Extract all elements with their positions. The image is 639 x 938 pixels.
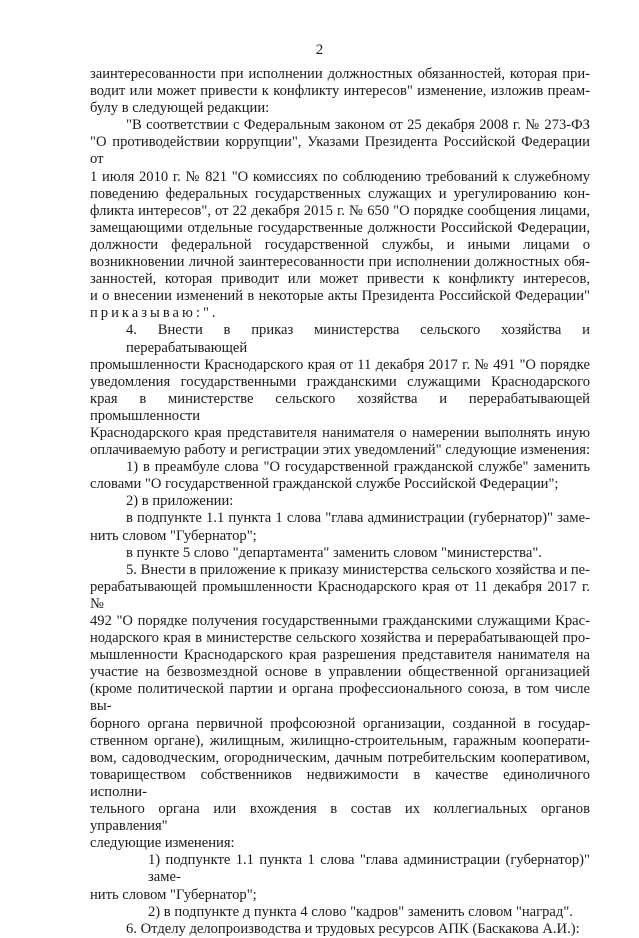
text-line: промышленности Краснодарского края от 11 декабря 2017 г. № 491 "О порядке (90, 356, 590, 373)
text-line: оплачиваемую работу и регистрации этих уведомлений" следующие изменения: (90, 442, 590, 459)
text-line: 2) в подпункте д пункта 4 слово "кадров" заменить словом "наград". (148, 903, 573, 920)
text-line: уведомления государственными гражданскими служащими Краснодарского (90, 373, 590, 390)
text-line: возникновении личной заинтересованности при исполнении должностных обя- (90, 254, 590, 271)
text-line: края в министерстве сельского хозяйства и перерабатывающей промышленности (90, 390, 590, 424)
text-line: борного органа первичной профсоюзной организации, созданной в государ- (90, 715, 590, 732)
text-line: замещающими отдельные государственные должности Российской Федерации, (90, 219, 590, 236)
text-line: Краснодарского края представителя нанимателя о намерении выполнять иную (90, 424, 590, 441)
text-line: 5. Внести в приложение к приказу министерства сельского хозяйства и пе- (126, 561, 590, 578)
text-line: мышленности Краснодарского края разрешения представителя нанимателя на (90, 647, 590, 664)
text-line: рерабатывающей промышленности Краснодарского края от 11 декабря 2017 г. № (90, 578, 590, 612)
page-number: 2 (315, 42, 324, 58)
text-line: занностей, которая приводит или может привести к конфликту интересов, (90, 271, 590, 288)
text-line: товариществом собственников недвижимости в качестве единоличного исполни- (90, 766, 590, 800)
text-line: "О противодействии коррупции", Указами Президента Российской Федерации от (90, 134, 590, 168)
text-line: водит или может привести к конфликту интересов" изменение, изложив преам- (90, 83, 590, 100)
text-line: приказываю:". (90, 305, 219, 322)
text-line: тельного органа или вхождения в состав их коллегиальных органов управления" (90, 801, 590, 835)
text-line: и о внесении изменений в некоторые акты Президента Российской Федерации" (90, 288, 590, 305)
text-line: 1) подпункте 1.1 пункта 1 слова "глава администрации (губернатор)" заме- (148, 852, 590, 886)
text-line: 492 "О порядке получения государственными гражданскими служащими Крас- (90, 613, 590, 629)
text-line: 1 июля 2010 г. № 821 "О комиссиях по соблюдению требований к служебному (90, 168, 590, 185)
text-line: "В соответствии с Федеральным законом от 25 декабря 2008 г. № 273-ФЗ (126, 117, 590, 134)
text-line: словами "О государственной гражданской службе Российской Федерации"; (90, 476, 559, 493)
text-line: вом, садоводческим, огородническим, дачным потребительским кооперативом, (90, 749, 590, 766)
text-line: нодарского края в министерстве сельского хозяйства и перерабатывающей про- (90, 630, 590, 647)
text-line: нить словом "Губернатор"; (90, 527, 257, 544)
text-line: поведению федеральных государственных служащих и урегулированию кон- (90, 185, 590, 202)
text-line: 2) в приложении: (126, 493, 234, 510)
text-line: (кроме политической партии и органа профессионального союза, в том числе вы- (90, 681, 590, 715)
text-line: 4. Внести в приказ министерства сельского хозяйства и перерабатывающей (126, 322, 590, 356)
text-line: в пункте 5 слово "департамента" заменить словом "министерства". (126, 544, 542, 561)
text-line: должности федеральной государственной службы, и иными лицами о (90, 236, 590, 253)
text-line: нить словом "Губернатор"; (90, 886, 257, 903)
text-line: 6. Отделу делопроизводства и трудовых ресурсов АПК (Баскакова А.И.): (126, 920, 580, 937)
document-body (90, 66, 590, 938)
text-line: в подпункте 1.1 пункта 1 слова "глава администрации (губернатор)" заме- (126, 510, 590, 527)
text-line: ственном органе), жилищным, жилищно-строительным, гаражным кооперати- (90, 732, 590, 749)
text-line: заинтересованности при исполнении должностных обязанностей, которая при- (90, 66, 590, 82)
text-line: следующие изменения: (90, 835, 235, 852)
text-line: 1) в преамбуле слова "О государственной гражданской службе" заменить (126, 459, 590, 476)
text-line: фликта интересов", от 22 декабря 2015 г. № 650 "О порядке сообщения лицами, (90, 202, 590, 219)
text-line: участие на безвозмездной основе в управлении общественной организацией (90, 664, 590, 681)
text-line: булу в следующей редакции: (90, 100, 270, 117)
